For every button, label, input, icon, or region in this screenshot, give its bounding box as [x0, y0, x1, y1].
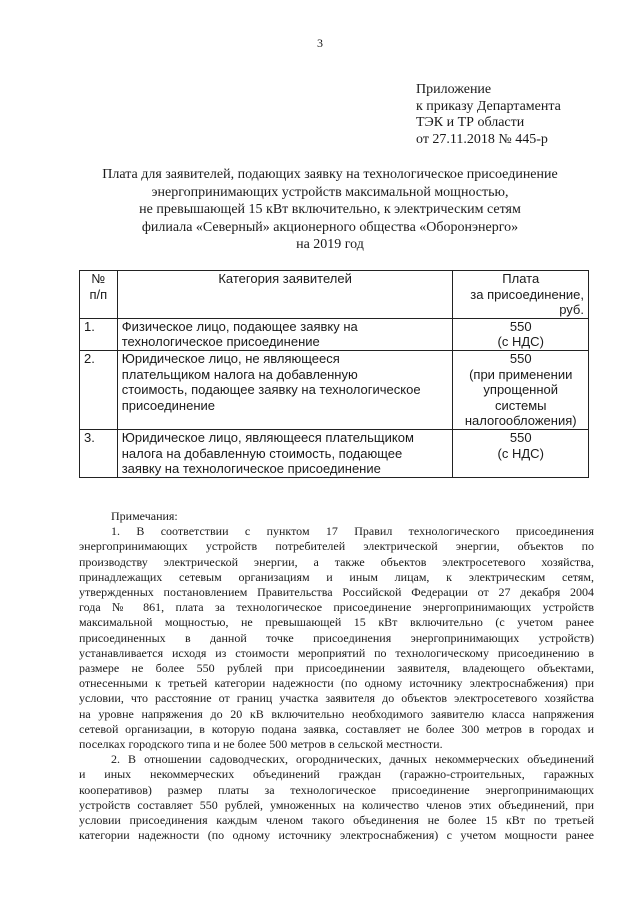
row-fee-line: (с НДС)	[497, 334, 544, 350]
appendix-line: Приложение	[416, 82, 492, 97]
row-fee-line: 550	[509, 429, 532, 445]
note-paragraph	[79, 524, 594, 752]
title-line: не превышающей 15 кВт включительно, к электрическим сетям	[139, 202, 521, 217]
note-line: поселках городского типа и не более 500 метров в сельской местности.	[79, 737, 443, 752]
appendix-line: к приказу Департамента	[416, 98, 561, 114]
row-fee-line: (с НДС)	[497, 445, 544, 461]
title-line: энергопринимающих устройств максимальной мощностью,	[151, 184, 509, 200]
note-line: устройств составляет 550 рублей, умноженных на количество членов этих объединений, при	[79, 797, 594, 812]
header-number-line: №	[91, 271, 106, 286]
row-category-line: Физическое лицо, подающее заявку на	[121, 318, 358, 334]
note-line: размере не более 550 рублей при присоединении заявителя, владеющего объектами,	[79, 661, 594, 676]
row-number: 2.	[80, 350, 118, 429]
title-line: Плата для заявителей, подающих заявку на технологическое присоединение	[102, 167, 558, 182]
row-number: 1.	[80, 318, 118, 350]
note-line: сетевой организации, в которую подана заявка, составляет не более 300 метров в городах и	[79, 721, 594, 736]
row-category-line: Юридическое лицо, являющееся плательщиком	[121, 429, 414, 445]
fee-table	[79, 270, 589, 478]
row-fee-line: 550	[509, 350, 532, 366]
note-line: принадлежащих сетевым организациям и иным лицам, к электрическим сетям,	[79, 569, 594, 584]
row-category	[117, 318, 453, 350]
header-number-line: п/п	[89, 286, 108, 302]
row-category	[117, 350, 453, 429]
row-fee	[453, 350, 589, 429]
note-line: устанавливается исходя из стоимости мероприятий по технологическому присоединению в	[79, 645, 594, 660]
header-fee-line: руб.	[559, 302, 584, 318]
row-fee-line: системы	[494, 397, 547, 413]
row-fee-line: 550	[509, 318, 532, 334]
note-line: производству электрической энергии, а также объектов электросетевого хозяйства,	[79, 554, 594, 569]
row-category-line: налога на добавленную стоимость, подающее	[121, 445, 403, 461]
note-paragraph	[79, 752, 594, 843]
row-fee-line: упрощенной	[483, 382, 559, 398]
table-row	[80, 429, 589, 477]
appendix-line: от 27.11.2018 № 445-р	[416, 131, 548, 147]
row-category-line: заявку на технологическое присоединение	[121, 461, 381, 477]
note-line: отнесенными к третьей категории надежности (по одному источнику электроснабжения) при	[79, 676, 594, 691]
note-line: утвержденных постановлением Правительства Российской Федерации от 27 декабря 2004	[79, 585, 594, 600]
note-line: присоединенных в данной точке присоединения энергопринимающих устройств)	[79, 630, 594, 645]
page-number: 3	[317, 36, 323, 50]
note-line: 2. В отношении садоводческих, огороднических, дачных некоммерческих объединений	[111, 752, 594, 767]
note-line: энергопринимающих устройств потребителей электрической энергии, объектов по	[79, 539, 594, 554]
header-fee	[453, 271, 589, 319]
row-category-line: стоимость, подающее заявку на технологическое	[121, 382, 421, 398]
document-title	[60, 166, 600, 254]
appendix-block	[416, 82, 561, 148]
header-category-line: Категория заявителей	[218, 271, 352, 286]
note-line: на уровне напряжения до 20 кВ включительно необходимого заявителю класса напряжения	[79, 706, 594, 721]
row-category-line: плательщиком налога на добавленную	[121, 366, 358, 382]
note-line: года № 861, плата за технологическое присоединение энергопринимающих устройств	[79, 600, 594, 615]
note-line: условии присоединения каждым членом такого объединения не более 15 кВт по третьей	[79, 813, 594, 828]
row-fee-line: (при применении	[469, 366, 573, 382]
row-category	[117, 429, 453, 477]
note-line: и иных некоммерческих объединений граждан (гаражно-строительных, гаражных	[79, 767, 594, 782]
note-line: максимальной мощностью, не превышающей 15 кВт включительно (с учетом ранее	[79, 615, 594, 630]
table-row	[80, 350, 589, 429]
table-header-row	[80, 271, 589, 319]
row-fee	[453, 429, 589, 477]
header-fee-line: за присоединение,	[470, 286, 584, 302]
row-fee-line: налогообложения)	[464, 413, 577, 429]
title-line: на 2019 год	[296, 237, 364, 252]
row-category-line: присоединение	[121, 397, 215, 413]
row-category-line: Юридическое лицо, не являющееся	[121, 350, 340, 366]
row-fee	[453, 318, 589, 350]
notes-title: Примечания:	[111, 509, 178, 523]
header-number	[80, 271, 118, 319]
row-number: 3.	[80, 429, 118, 477]
title-line: филиала «Северный» акционерного общества «Оборонэнерго»	[141, 219, 519, 235]
header-category	[117, 271, 453, 319]
notes-section	[79, 509, 594, 843]
table-row	[80, 318, 589, 350]
header-fee-line: Плата	[502, 271, 540, 286]
appendix-line: ТЭК и ТР области	[416, 115, 525, 130]
note-line: кооперативов) размер платы за технологическое присоединение энергопринимающих	[79, 782, 594, 797]
note-line: условии, что расстояние от границ участка заявителя до объектов электросетевого хозяйства	[79, 691, 594, 706]
note-line: 1. В соответствии с пунктом 17 Правил технологического присоединения	[111, 524, 594, 539]
note-line: категории надежности (по одному источнику электроснабжения) с учетом мощности ранее	[79, 828, 594, 843]
row-category-line: технологическое присоединение	[121, 334, 320, 350]
